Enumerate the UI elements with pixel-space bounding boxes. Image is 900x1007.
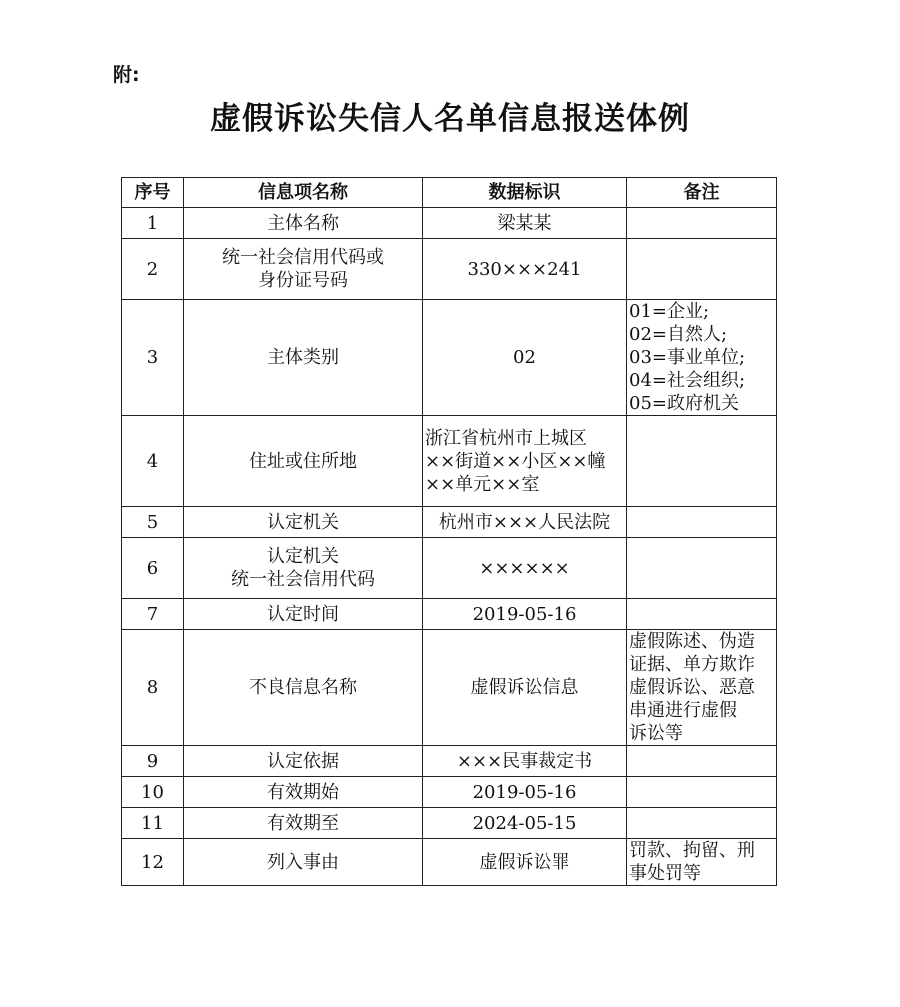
table-row [122,630,777,746]
data-value-cell [423,208,627,239]
row-number: 11 [122,808,184,839]
item-name-cell [184,538,423,599]
note-cell [627,507,777,538]
note-cell-line: 虚假诉讼、恶意 [629,677,755,698]
data-value-cell [423,839,627,886]
item-name-cell-line: 认定时间 [267,603,339,625]
table-row [122,507,777,538]
note-cell [627,538,777,599]
item-name-cell [184,777,423,808]
note-cell [627,416,777,507]
note-cell [627,300,777,416]
note-cell [627,630,777,746]
note-cell-line: 诉讼等 [629,723,683,744]
row-number: 12 [122,839,184,886]
note-cell [627,239,777,300]
note-cell [627,746,777,777]
data-value-cell-line: 虚假诉讼信息 [470,677,579,698]
data-value-cell-line: ××街道××小区××幢 [425,450,606,472]
item-name-cell [184,507,423,538]
row-number: 10 [122,777,184,808]
row-number: 2 [122,239,184,300]
note-cell [627,208,777,239]
header-no: 序号 [122,178,184,208]
data-value-cell-line: 梁某某 [497,212,552,234]
data-value-cell-line: 330×××241 [467,258,582,280]
item-name-cell-line: 主体名称 [267,212,339,234]
note-cell-line: 01=企业; [629,301,710,322]
table-row [122,239,777,300]
row-number: 3 [122,300,184,416]
table-row [122,538,777,599]
data-value-cell [423,746,627,777]
note-cell [627,777,777,808]
data-value-cell [423,599,627,630]
data-value-cell [423,538,627,599]
data-value-cell-line: 2024-05-15 [472,812,577,834]
data-value-cell [423,507,627,538]
note-cell-line: 串通进行虚假 [629,700,737,721]
item-name-cell [184,808,423,839]
data-value-cell-line: 虚假诉讼罪 [479,851,570,873]
item-name-cell-line: 统一社会信用代码或 [222,247,384,268]
row-number: 9 [122,746,184,777]
row-number: 7 [122,599,184,630]
data-value-cell [423,300,627,416]
item-name-cell-line: 有效期至 [267,812,339,834]
note-cell [627,839,777,886]
table-row [122,808,777,839]
item-name-cell-line: 认定机关 [267,546,339,567]
note-cell [627,599,777,630]
data-value-cell-line: 杭州市×××人民法院 [438,511,611,533]
item-name-cell-line: 有效期始 [267,781,339,803]
item-name-cell [184,208,423,239]
note-cell-line: 04=社会组织; [629,370,746,391]
row-number: 1 [122,208,184,239]
header-note: 备注 [627,178,777,208]
item-name-cell-line: 认定依据 [267,750,339,772]
table-row [122,777,777,808]
note-cell-line: 虚假陈述、伪造 [629,631,755,652]
table-row [122,208,777,239]
table-header-row [122,178,777,208]
table-row [122,416,777,507]
note-cell-line: 02=自然人; [629,324,728,345]
data-value-cell [423,630,627,746]
item-name-cell [184,300,423,416]
item-name-cell [184,416,423,507]
row-number: 8 [122,630,184,746]
data-value-cell [423,777,627,808]
data-value-cell [423,239,627,300]
item-name-cell-line: 主体类别 [267,347,339,368]
row-number: 4 [122,416,184,507]
data-value-cell-line: 2019-05-16 [472,603,577,625]
note-cell-line: 03=事业单位; [629,347,746,368]
header-data-value: 数据标识 [423,178,627,208]
item-name-cell-line: 统一社会信用代码 [231,569,375,590]
table-row [122,839,777,886]
row-number: 6 [122,538,184,599]
item-name-cell-line: 住址或住所地 [249,450,357,472]
annex-label: 附: [113,64,140,86]
note-cell-line: 事处罚等 [629,863,701,884]
item-name-cell [184,746,423,777]
note-cell-line: 证据、单方欺诈 [629,654,755,675]
data-value-cell [423,416,627,507]
table-row [122,300,777,416]
table-row [122,599,777,630]
item-name-cell-line: 认定机关 [267,511,339,533]
data-value-cell-line: ×××民事裁定书 [456,750,593,772]
note-cell [627,808,777,839]
data-value-cell-line: ××单元××室 [425,473,540,495]
data-value-cell-line: 2019-05-16 [472,781,577,803]
data-value-cell-line: 浙江省杭州市上城区 [425,427,587,449]
item-name-cell [184,599,423,630]
item-name-cell-line: 身份证号码 [258,270,348,291]
data-value-cell-line: ×××××× [479,557,570,579]
item-name-cell [184,630,423,746]
note-cell-line: 05=政府机关 [629,393,739,414]
item-name-cell-line: 列入事由 [267,851,339,873]
note-cell-line: 罚款、拘留、刑 [629,840,755,861]
info-table [121,177,777,886]
table-row [122,746,777,777]
row-number: 5 [122,507,184,538]
header-item-name: 信息项名称 [184,178,423,208]
item-name-cell [184,239,423,300]
data-value-cell [423,808,627,839]
item-name-cell [184,839,423,886]
document-title: 虚假诉讼失信人名单信息报送体例 [210,101,690,137]
item-name-cell-line: 不良信息名称 [249,677,357,698]
data-value-cell-line: 02 [513,347,536,368]
